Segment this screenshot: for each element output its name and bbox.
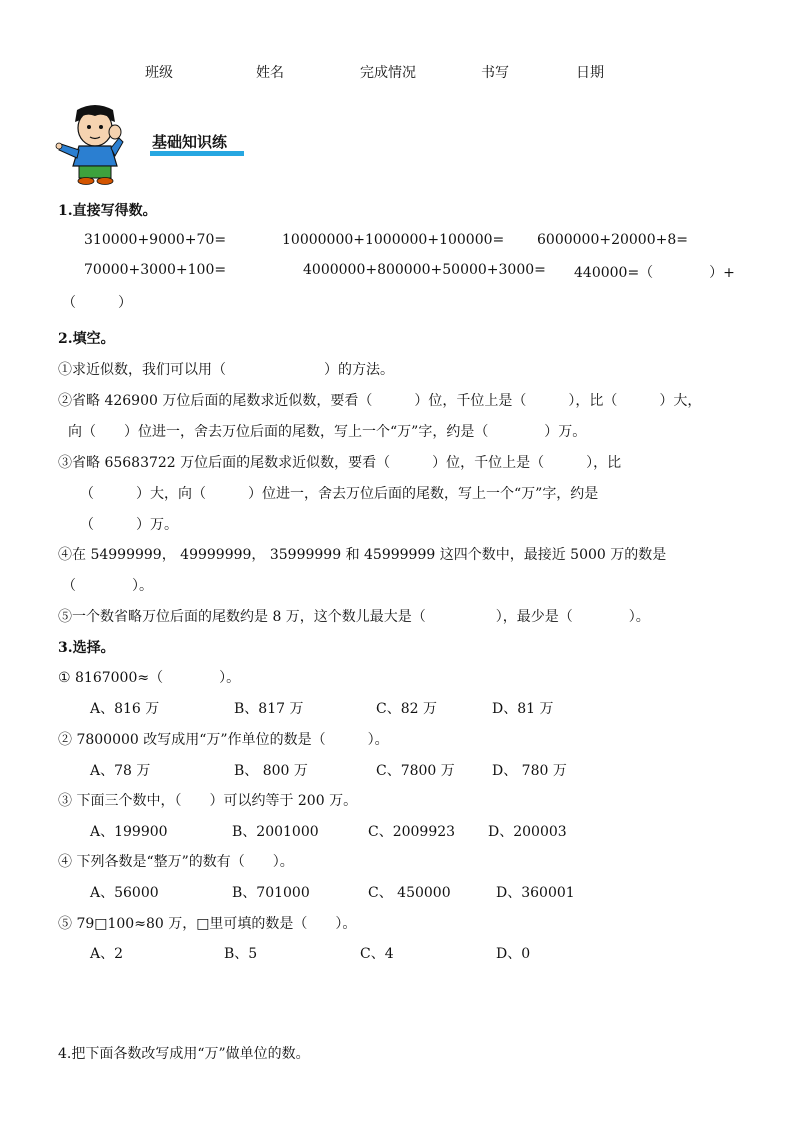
section-badge-title: 基础知识练 bbox=[152, 133, 228, 151]
q3-item-4-option-b: B、701000 bbox=[232, 885, 310, 901]
q3-item-2-option-a: A、78 万 bbox=[90, 763, 151, 779]
q1-expr-1: 310000+9000+70= bbox=[84, 232, 227, 248]
q3-item-4-option-a: A、56000 bbox=[90, 885, 159, 901]
q3-item-3-question: ③ 下面三个数中，（ ）可以约等于 200 万。 bbox=[58, 793, 358, 809]
q2-line-1: ①求近似数，我们可以用（ ）的方法。 bbox=[58, 362, 394, 378]
section-badge-underline bbox=[150, 151, 244, 156]
q3-item-3-option-b: B、2001000 bbox=[232, 824, 319, 840]
header-field-date: 日期 bbox=[576, 65, 604, 81]
q2-line-8: （ ）。 bbox=[62, 578, 153, 594]
q3-item-2-option-b: B、 800 万 bbox=[234, 763, 308, 779]
q3-item-5-option-c: C、4 bbox=[360, 946, 394, 962]
header-field-writing: 书写 bbox=[481, 65, 509, 81]
q3-item-5-option-d: D、0 bbox=[496, 946, 531, 962]
q3-item-2-question: ② 7800000 改写成用“万”作单位的数是（ ）。 bbox=[58, 732, 389, 748]
q3-item-4-question: ④ 下列各数是“整万”的数有（ ）。 bbox=[58, 854, 294, 870]
header-field-name: 姓名 bbox=[256, 65, 284, 81]
q2-line-7: ④在 54999999， 49999999， 35999999 和 45999999 这四个数中，最接近 5000 万的数是 bbox=[58, 547, 667, 563]
q3-item-4-option-c: C、 450000 bbox=[368, 885, 451, 901]
q4-title: 4.把下面各数改写成用“万”做单位的数。 bbox=[58, 1046, 310, 1062]
q1-expr-5: 4000000+800000+50000+3000= bbox=[303, 262, 546, 278]
q1-expr-3: 6000000+20000+8= bbox=[537, 232, 688, 248]
q2-line-5: （ ）大，向（ ）位进一，舍去万位后面的尾数，写上一个“万”字，约是 bbox=[80, 486, 599, 502]
q3-item-1-option-c: C、82 万 bbox=[376, 701, 437, 717]
q3-item-2-option-c: C、7800 万 bbox=[376, 763, 455, 779]
cartoon-boy-illustration bbox=[55, 100, 135, 186]
q1-expr-6: 440000=（ ）+ bbox=[574, 265, 735, 281]
q3-title: 3.选择。 bbox=[58, 640, 115, 656]
q3-item-5-option-a: A、2 bbox=[90, 946, 124, 962]
q3-item-1-option-b: B、817 万 bbox=[234, 701, 304, 717]
q3-item-3-option-a: A、199900 bbox=[90, 824, 168, 840]
q1-expr-4: 70000+3000+100= bbox=[84, 262, 227, 278]
q2-line-3: 向（ ）位进一，舍去万位后面的尾数，写上一个“万”字，约是（ ）万。 bbox=[68, 424, 587, 440]
q3-item-3-option-c: C、2009923 bbox=[368, 824, 456, 840]
q3-item-5-question: ⑤ 79□100≈80 万，□里可填的数是（ ）。 bbox=[58, 916, 357, 932]
header-field-class: 班级 bbox=[145, 65, 173, 81]
q3-item-2-option-d: D、 780 万 bbox=[492, 763, 567, 779]
q3-item-1-question: ① 8167000≈（ ）。 bbox=[58, 670, 241, 686]
q3-item-1-option-d: D、81 万 bbox=[492, 701, 554, 717]
q1-expr-2: 10000000+1000000+100000= bbox=[282, 232, 505, 248]
q1-expr-6-continued: （ ） bbox=[62, 295, 132, 311]
q2-line-6: （ ）万。 bbox=[80, 517, 178, 533]
q2-title: 2.填空。 bbox=[58, 331, 115, 347]
q2-line-4: ③省略 65683722 万位后面的尾数求近似数，要看（ ）位，千位上是（ ），比 bbox=[58, 455, 622, 471]
q3-item-1-option-a: A、816 万 bbox=[90, 701, 160, 717]
q3-item-5-option-b: B、5 bbox=[224, 946, 258, 962]
q2-line-9: ⑤一个数省略万位后面的尾数约是 8 万，这个数儿最大是（ ），最少是（ ）。 bbox=[58, 609, 650, 625]
q1-title: 1.直接写得数。 bbox=[58, 203, 157, 219]
q3-item-4-option-d: D、360001 bbox=[496, 885, 575, 901]
q2-line-2: ②省略 426900 万位后面的尾数求近似数，要看（ ）位，千位上是（ ），比（ ）大， bbox=[58, 393, 702, 409]
q3-item-3-option-d: D、200003 bbox=[488, 824, 567, 840]
header-field-completion: 完成情况 bbox=[360, 65, 416, 81]
